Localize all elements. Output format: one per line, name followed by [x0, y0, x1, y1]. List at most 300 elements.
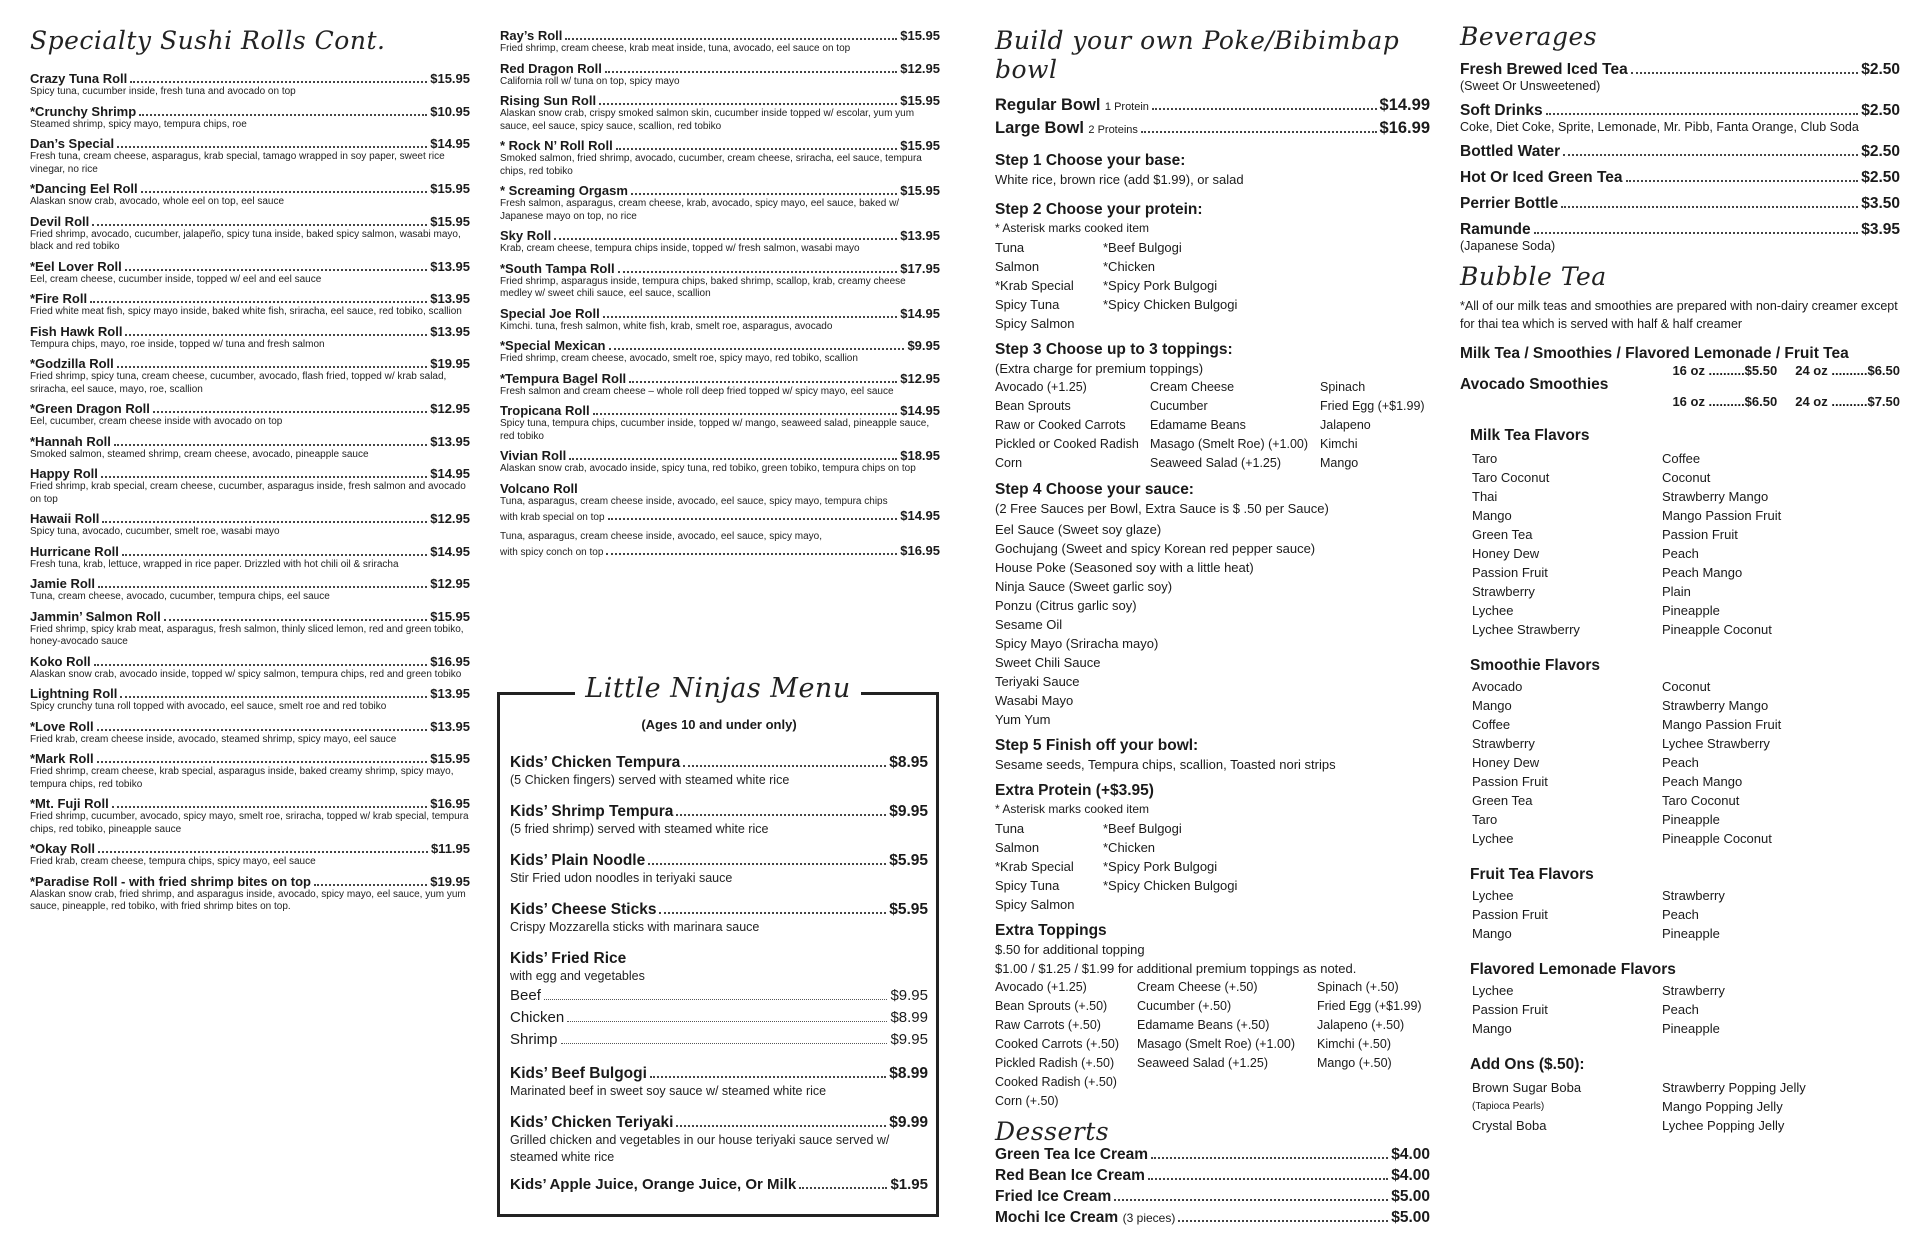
item-price: $14.95 [900, 403, 940, 418]
menu-item [500, 403, 940, 443]
list-item: Salmon [995, 840, 1040, 855]
item-price: $14.95 [900, 305, 940, 321]
list-item: Strawberry Mango [1662, 698, 1769, 713]
beverage-item [1460, 102, 1900, 135]
menu-item [500, 338, 940, 366]
item-name: Kids’ Apple Juice, Orange Juice, Or Milk [510, 1176, 797, 1193]
list-item: Masago (Smelt Roe) (+1.00) [1150, 437, 1309, 451]
list-item: *Spicy Chicken Bulgogi [1103, 878, 1238, 893]
item-desc: Fresh tuna, cream cheese, asparagus, krab special, tamago wrapped in soy paper, sweet rice vinegar, no rice [30, 151, 445, 175]
leader-dots [164, 619, 427, 621]
item-price: $8.99 [889, 1065, 928, 1082]
item-price: $5.95 [889, 901, 928, 918]
list-item: Tuna [995, 821, 1025, 836]
bubble-tea-title: Bubble Tea [1460, 262, 1607, 291]
list-item: Thai [1472, 489, 1498, 504]
menu-item [30, 466, 470, 506]
item-name: Vivian Roll [500, 448, 567, 463]
item-desc: Fried shrimp, spicy tuna, cream cheese, cucumber, avocado, flash fried, topped w/ krab salad, sriracha, eel sauce, mayo, roe, scallion [30, 371, 447, 395]
item-price: $5.00 [1391, 1188, 1430, 1205]
leader-dots [629, 381, 897, 383]
list-item: Seaweed Salad (+1.25) [1137, 1056, 1268, 1070]
menu-item-juice [510, 1176, 928, 1193]
list-item: Spicy Salmon [995, 316, 1075, 331]
beverage-item [1460, 61, 1900, 94]
item-name: Hawaii Roll [30, 511, 100, 526]
leader-dots [125, 334, 427, 336]
option-text: with spicy conch on top [500, 547, 604, 558]
item-price: $4.00 [1391, 1167, 1430, 1184]
milk-tea-flavors-title: Milk Tea Flavors [1470, 427, 1590, 444]
leader-dots [120, 696, 427, 698]
list-item: Cucumber [1150, 399, 1208, 413]
item-name: Dan’s Special [30, 136, 115, 151]
item-name: *Fire Roll [30, 291, 88, 306]
item-desc: Tuna, asparagus, cream cheese inside, avocado, eel sauce, spicy mayo, [500, 530, 823, 542]
item-price: $2.50 [1861, 61, 1900, 78]
item-name: * Rock N’ Roll Roll [500, 138, 613, 153]
item-name: Fish Hawk Roll [30, 323, 123, 339]
toppings-grid [995, 378, 1430, 473]
item-name: Crazy Tuna Roll [30, 71, 128, 86]
smoothie-flavors [1472, 677, 1900, 848]
menu-item [30, 796, 470, 836]
item-desc: Fried white meat fish, spicy mayo inside, baked white fish, sriracha, eel sauce, red tobiko, scallion [30, 306, 462, 317]
item-name: Red Bean Ice Cream [995, 1167, 1145, 1184]
item-price: $9.95 [889, 803, 928, 820]
leader-dots [97, 729, 428, 731]
item-price: $19.95 [430, 873, 470, 889]
menu-item [500, 183, 940, 223]
leader-dots [94, 664, 428, 666]
item-price: $15.95 [430, 71, 470, 86]
item-name: Fried Ice Cream [995, 1188, 1112, 1205]
list-item: Mango [1472, 1021, 1512, 1036]
item-price: $14.95 [430, 466, 470, 481]
asterisk-note: * Asterisk marks cooked item [995, 802, 1150, 816]
step5-title: Step 5 Finish off your bowl: [995, 737, 1199, 754]
option-price: $9.95 [890, 987, 928, 1004]
list-item: Taro Coconut [1662, 793, 1740, 808]
item-desc: Spicy crunchy tuna roll topped with avocado, eel sauce, smelt roe and red tobiko [30, 701, 387, 712]
item-name: Red Dragon Roll [500, 60, 602, 76]
list-item: Cooked Carrots (+.50) [995, 1037, 1120, 1051]
list-item: Lychee Strawberry [1472, 622, 1580, 637]
list-item: *Chicken [1103, 259, 1156, 274]
list-item: *Beef Bulgogi [1103, 240, 1182, 255]
item-price: $16.95 [430, 653, 470, 669]
item-desc: Tuna, asparagus, cream cheese inside, avocado, eel sauce, spicy mayo, tempura chips [500, 495, 888, 507]
item-desc: Alaskan snow crab, avocado inside, spicy tuna, red tobiko, green tobiko, tempura chips on top [500, 463, 916, 474]
item-desc: Fresh salmon and cream cheese – whole roll deep fried topped w/ spicy mayo, eel sauce [500, 385, 894, 397]
item-name: *Dancing Eel Roll [30, 181, 138, 196]
item-name: Kids’ Fried Rice [510, 950, 627, 967]
item-desc: Crispy Mozzarella sticks with marinara sauce [510, 920, 760, 934]
menu-item [30, 686, 470, 714]
list-item: Passion Fruit [1472, 774, 1548, 789]
dessert-list [995, 1146, 1430, 1227]
list-item: Avocado (+1.25) [995, 980, 1087, 994]
specialty-rolls-column [30, 0, 470, 919]
list-item: Lychee [1472, 831, 1514, 846]
list-item: Strawberry Popping Jelly [1662, 1080, 1806, 1095]
item-name: Kids’ Chicken Tempura [510, 754, 681, 771]
item-desc: Fresh salmon, asparagus, cream cheese, krab, avocado, spicy mayo, eel sauce, baked w/ Japanese mayo on top, no rice [500, 198, 900, 222]
list-item: Pineapple Coconut [1662, 831, 1772, 846]
item-desc: Eel, cream cheese, cucumber inside, topped w/ eel and eel sauce [30, 273, 322, 285]
menu-item [30, 874, 470, 914]
leader-dots [605, 71, 897, 73]
list-item: *Krab Special [995, 278, 1074, 293]
item-name: Kids’ Plain Noodle [510, 852, 646, 869]
item-desc: Alaskan snow crab, crispy smoked salmon skin, cucumber inside topped w/ escolar, yum yum sauce, eel sauce, spicy sauce, scallion, red tobiko [500, 108, 915, 132]
leader-dots [114, 444, 427, 446]
item-name: *Special Mexican [500, 338, 606, 353]
item-desc: Fried shrimp, cream cheese, avocado, smelt roe, spicy mayo, red tobiko, scallion [500, 353, 858, 364]
item-price: $15.95 [430, 608, 470, 624]
item-desc: Krab, cream cheese, tempura chips inside, topped w/ fresh salmon, wasabi mayo [500, 243, 860, 254]
list-item: Pickled or Cooked Radish [995, 437, 1139, 451]
item-name: Fresh Brewed Iced Tea [1460, 61, 1628, 78]
list-item: Lychee [1472, 983, 1514, 998]
list-item: (Tapioca Pearls) [1472, 1101, 1545, 1112]
list-item: Salmon [995, 259, 1040, 274]
list-item: Bean Sprouts (+.50) [995, 999, 1108, 1013]
fried-rice-option [510, 1007, 928, 1029]
item-price: $10.95 [430, 103, 470, 119]
item-price: $2.50 [1861, 143, 1900, 160]
item-desc: with egg and vegetables [510, 969, 645, 983]
beverage-item [1460, 195, 1900, 213]
large-bowl: Large Bowl 2 Proteins $16.99 [995, 119, 1430, 137]
list-item: Mango [1472, 926, 1512, 941]
item-name: *Mark Roll [30, 751, 94, 766]
menu-item [510, 901, 928, 936]
item-note: (3 pieces) [1122, 1211, 1176, 1225]
extra-protein-title: Extra Protein (+$3.95) [995, 782, 1154, 799]
item-price: $15.95 [430, 181, 470, 196]
menu-item [30, 609, 470, 649]
item-name: Devil Roll [30, 213, 90, 229]
list-item: *Beef Bulgogi [1103, 821, 1182, 836]
step2-title: Step 2 Choose your protein: [995, 201, 1203, 218]
item-desc: Stir Fried udon noodles in teriyaki sauce [510, 871, 733, 885]
item-name: Kids’ Cheese Sticks [510, 901, 657, 918]
list-item: Coconut [1662, 679, 1711, 694]
list-item: Jalapeno (+.50) [1317, 1018, 1405, 1032]
lemonade-flavors [1472, 981, 1900, 1038]
item-desc: Fried shrimp, cucumber, avocado, spicy mayo, smelt roe, sriracha, topped w/ krab special, tempura chips, red tobiko, pineapple sauce [30, 811, 469, 835]
item-desc: Smoked salmon, fried shrimp, avocado, cucumber, cream cheese, sriracha, eel sauce, tempura chips, red tobiko [500, 153, 922, 177]
list-item: Mango [1472, 508, 1512, 523]
leader-dots [117, 366, 427, 368]
beverages-column [1460, 0, 1900, 1135]
item-name: *Hannah Roll [30, 433, 111, 449]
list-item: Peach Mango [1662, 774, 1743, 789]
list-item: Passion Fruit [1472, 565, 1548, 580]
leader-dots [676, 814, 886, 816]
leader-dots [659, 912, 886, 914]
item-price: $12.95 [430, 401, 470, 416]
menu-item [510, 852, 928, 887]
leader-dots [648, 863, 886, 865]
beverage-list [1460, 61, 1900, 254]
list-item: Pineapple [1662, 603, 1720, 618]
item-price: $15.95 [900, 138, 940, 153]
item-name: Kids’ Shrimp Tempura [510, 803, 674, 820]
item-desc: Steamed shrimp, spicy mayo, tempura chips, roe [30, 118, 247, 130]
menu-item [30, 356, 470, 396]
item-desc: (5 fried shrimp) served with steamed white rice [510, 822, 769, 836]
list-item: Strawberry [1662, 983, 1725, 998]
list-item: Avocado [1472, 679, 1523, 694]
fried-rice-option [510, 985, 928, 1007]
leader-dots [92, 224, 427, 226]
item-price: $5.00 [1391, 1209, 1430, 1226]
list-item: Corn [995, 456, 1023, 470]
item-desc: Fried shrimp, krab special, cream cheese, cucumber, asparagus inside, fresh salmon and avocado on top [30, 481, 466, 505]
item-name: *South Tampa Roll [500, 260, 615, 276]
item-price: $12.95 [430, 576, 470, 591]
list-item: *Chicken [1103, 840, 1156, 855]
step3-title: Step 3 Choose up to 3 toppings: [995, 341, 1233, 358]
leader-dots [112, 806, 428, 808]
menu-item [500, 448, 940, 476]
list-item: Passion Fruit [1472, 907, 1548, 922]
list-item: Spicy Salmon [995, 897, 1075, 912]
item-desc: Kimchi. tuna, fresh salmon, white fish, krab, smelt roe, asparagus, avocado [500, 320, 833, 332]
list-item: Strawberry [1662, 888, 1725, 903]
list-item: Honey Dew [1472, 755, 1540, 770]
list-item: Spinach [1320, 380, 1366, 394]
list-item: Pineapple [1662, 926, 1720, 941]
item-desc: (Japanese Soda) [1460, 239, 1556, 253]
list-item: Edamame Beans (+.50) [1137, 1018, 1270, 1032]
list-item: Peach [1662, 755, 1699, 770]
menu-item [500, 61, 940, 89]
leader-dots [141, 191, 428, 193]
menu-item [30, 751, 470, 791]
item-desc: Fried krab, cream cheese inside, avocado, steamed shrimp, spicy mayo, eel sauce [30, 733, 397, 745]
leader-dots [676, 1125, 886, 1127]
item-desc: Smoked salmon, steamed shrimp, cream cheese, avocado, pineapple sauce [30, 448, 369, 460]
list-item: Gochujang (Sweet and spicy Korean red pepper sauce) [995, 541, 1316, 556]
menu-item-volcano [500, 481, 940, 560]
regular-bowl: Regular Bowl 1 Protein $14.99 [995, 96, 1430, 114]
item-name: Ray’s Roll [500, 28, 563, 43]
fruit-tea-flavors [1472, 886, 1900, 943]
list-item: Cucumber (+.50) [1137, 999, 1232, 1013]
menu-item [500, 371, 940, 399]
menu-item [510, 1114, 928, 1166]
menu-item [30, 259, 470, 287]
item-price: $14.95 [430, 136, 470, 151]
leader-dots [569, 458, 897, 460]
list-item: Mango (+.50) [1317, 1056, 1392, 1070]
list-item: Coconut [1662, 470, 1711, 485]
list-item: Lychee Strawberry [1662, 736, 1770, 751]
option-price: $9.95 [890, 1031, 928, 1048]
step4-note: (2 Free Sauces per Bowl, Extra Sauce is $ .50 per Sauce) [995, 501, 1329, 516]
leader-dots [565, 38, 897, 40]
menu-item [510, 803, 928, 838]
list-item: Tuna [995, 240, 1025, 255]
item-price: $3.95 [1861, 221, 1900, 238]
item-price: $15.95 [430, 213, 470, 229]
addons-title: Add Ons ($.50): [1470, 1056, 1585, 1073]
item-desc: (Sweet Or Unsweetened) [1460, 79, 1601, 93]
item-name: Hurricane Roll [30, 543, 119, 559]
list-item: Taro [1472, 451, 1498, 466]
item-price: $13.95 [430, 718, 470, 734]
item-price: $14.95 [900, 508, 940, 523]
smoothie-flavors-title: Smoothie Flavors [1470, 657, 1601, 674]
kids-menu-title: Little Ninjas Menu [575, 673, 860, 704]
menu-item [510, 754, 928, 789]
list-item: Lychee [1472, 888, 1514, 903]
menu-item [30, 654, 470, 682]
list-item: Masago (Smelt Roe) (+1.00) [1137, 1037, 1296, 1051]
item-price: $11.95 [430, 841, 470, 856]
addons [1472, 1078, 1900, 1135]
list-item: Strawberry Mango [1662, 489, 1769, 504]
menu-item [30, 719, 470, 747]
item-name: Jamie Roll [30, 576, 96, 591]
option-name: Shrimp [510, 1031, 558, 1048]
list-item: Mango Passion Fruit [1662, 717, 1782, 732]
fruit-tea-flavors-title: Fruit Tea Flavors [1470, 866, 1594, 883]
leader-dots [650, 1076, 886, 1078]
item-price: $4.00 [1391, 1146, 1430, 1163]
list-item: Pineapple [1662, 812, 1720, 827]
item-price: $9.99 [889, 1114, 928, 1131]
menu-item [30, 291, 470, 319]
item-desc: Fried shrimp, asparagus inside, tempura chips, baked shrimp, scallop, krab, creamy cheese medley w/ sweet chili sauce, eel sauce, scallion [500, 275, 906, 299]
item-name: *Crunchy Shrimp [30, 103, 137, 119]
leader-dots [98, 851, 428, 853]
leader-dots [618, 271, 898, 273]
list-item: Coffee [1472, 717, 1511, 732]
list-item: Ponzu (Citrus garlic soy) [995, 598, 1137, 613]
option-text: with krab special on top [500, 512, 605, 523]
menu-item [30, 434, 470, 462]
list-item: Ninja Sauce (Sweet garlic soy) [995, 579, 1173, 594]
item-desc: Spicy tuna, cucumber inside, fresh tuna and avocado on top [30, 86, 296, 97]
menu-item [30, 181, 470, 209]
menu-item [500, 138, 940, 178]
item-name: Ramunde [1460, 221, 1531, 238]
leader-dots [139, 114, 427, 116]
option-price: $8.99 [890, 1009, 928, 1026]
milk-tea-line: Milk Tea / Smoothies / Flavored Lemonade / Fruit Tea [1460, 345, 1849, 362]
item-desc: Spicy tuna, tempura chips, cucumber inside, topped w/ mango, seaweed salad, pineapple sauce, red tobiko [500, 418, 930, 442]
list-item: Mango Passion Fruit [1662, 508, 1782, 523]
leader-dots [599, 103, 897, 105]
list-item: *Krab Special [995, 859, 1074, 874]
item-price: $2.50 [1861, 102, 1900, 119]
list-item: Green Tea [1472, 527, 1533, 542]
menu-item [30, 576, 470, 604]
item-desc: Fried shrimp, avocado, cucumber, jalapeño, spicy tuna inside, baked spicy salmon, wasabi mayo, black and red tobiko [30, 228, 461, 252]
item-price: $15.95 [430, 751, 470, 766]
item-name: Special Joe Roll [500, 305, 600, 321]
list-item: Peach [1662, 546, 1699, 561]
list-item: Honey Dew [1472, 546, 1540, 561]
menu-item [30, 104, 470, 132]
item-name: Perrier Bottle [1460, 195, 1559, 212]
item-desc: Alaskan snow crab, avocado inside, topped w/ spicy salmon, tempura chips, red and green tobiko [30, 668, 462, 680]
list-item: Pineapple [1662, 1021, 1720, 1036]
leader-dots [683, 765, 886, 767]
menu-item [30, 214, 470, 254]
item-desc: Marinated beef in sweet soy sauce w/ steamed white rice [510, 1084, 827, 1098]
item-desc: Eel, cucumber, cream cheese inside with avocado on top [30, 416, 283, 427]
list-item: Corn (+.50) [995, 1094, 1059, 1108]
section-title: Beverages [1460, 22, 1598, 51]
list-item: Mango [1320, 456, 1359, 470]
list-item: Seaweed Salad (+1.25) [1150, 456, 1281, 470]
leader-dots [314, 884, 427, 886]
item-desc: Fresh tuna, krab, lettuce, wrapped in rice paper. Drizzled with hot chili oil & sriracha [30, 558, 399, 570]
item-name: Soft Drinks [1460, 102, 1543, 119]
step1-title: Step 1 Choose your base: [995, 152, 1186, 169]
fried-rice-option [510, 1029, 928, 1051]
item-price: $18.95 [900, 448, 940, 463]
item-price: $13.95 [900, 228, 940, 243]
menu-item [500, 228, 940, 256]
dessert-item [995, 1146, 1430, 1164]
item-name: *Paradise Roll - with fried shrimp bites on top [30, 873, 311, 889]
item-price: $8.95 [889, 754, 928, 771]
list-item: Spicy Tuna [995, 878, 1060, 893]
section-title: Build your own Poke/Bibimbap bowl [995, 26, 1400, 84]
menu-item [30, 71, 470, 99]
item-name: Kids’ Chicken Teriyaki [510, 1114, 674, 1131]
item-name: Bottled Water [1460, 143, 1561, 160]
menu-item [500, 93, 940, 133]
item-name: *Eel Lover Roll [30, 258, 122, 274]
list-item: Kimchi (+.50) [1317, 1037, 1391, 1051]
leader-dots [631, 193, 897, 195]
list-item: Edamame Beans [1150, 418, 1246, 432]
leader-dots [554, 238, 897, 240]
item-price: $5.95 [889, 852, 928, 869]
step3-note: (Extra charge for premium toppings) [995, 361, 1204, 376]
avocado-smoothies: Avocado Smoothies [1460, 376, 1609, 393]
rolls-list [30, 71, 470, 914]
menu-item [30, 401, 470, 429]
leader-dots [122, 554, 427, 556]
list-item: *Spicy Chicken Bulgogi [1103, 297, 1238, 312]
item-price: $1.95 [890, 1176, 928, 1193]
item-name: Happy Roll [30, 466, 98, 481]
list-item: Brown Sugar Boba [1472, 1080, 1582, 1095]
menu-item [30, 511, 470, 539]
item-price: $13.95 [430, 323, 470, 339]
leader-dots [603, 316, 898, 318]
item-name: *Green Dragon Roll [30, 401, 150, 416]
item-price: $15.95 [900, 28, 940, 43]
list-item: Fried Egg (+$1.99) [1317, 999, 1422, 1013]
list-item: Strawberry [1472, 736, 1535, 751]
item-desc: Grilled chicken and vegetables in our house teriyaki sauce served w/ steamed white rice [510, 1133, 890, 1164]
list-item: Peach [1662, 907, 1699, 922]
list-item: Taro [1472, 812, 1498, 827]
item-name: *Okay Roll [30, 841, 96, 856]
list-item: Fried Egg (+$1.99) [1320, 399, 1425, 413]
item-name: Kids’ Beef Bulgogi [510, 1065, 647, 1082]
list-item: Jalapeno [1320, 418, 1371, 432]
